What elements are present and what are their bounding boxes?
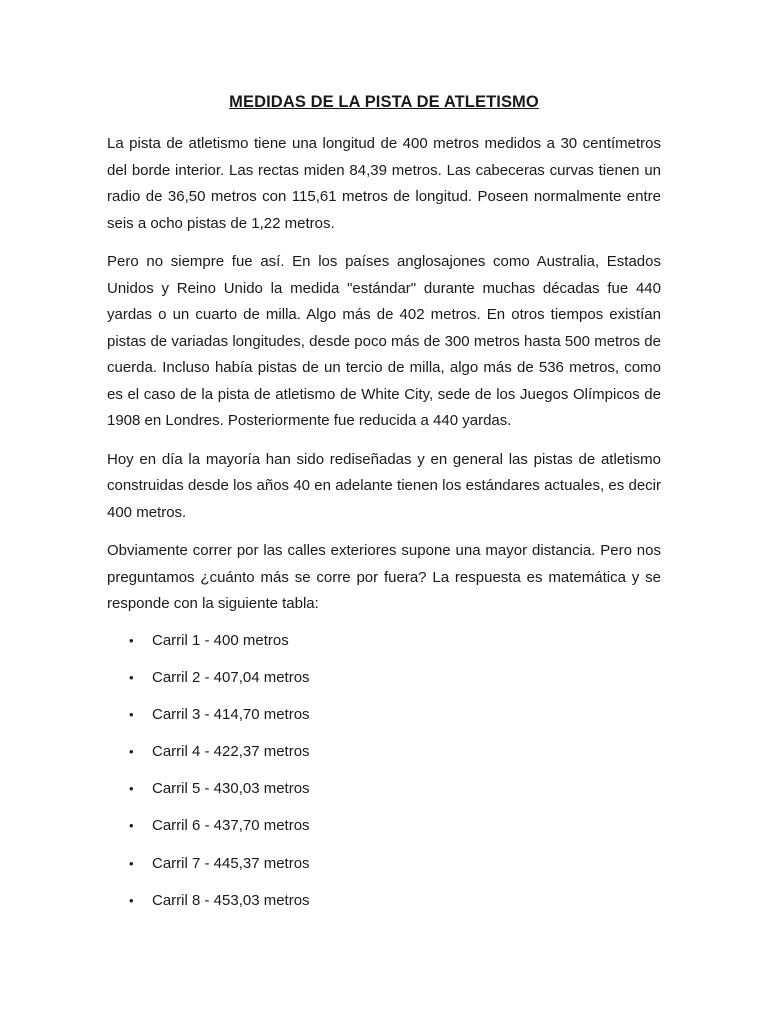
lane-text: Carril 8 - 453,03 metros: [152, 891, 310, 909]
list-item-lane-1: [107, 631, 661, 651]
bullet-icon: •: [129, 892, 134, 908]
bullet-icon: •: [129, 744, 134, 760]
bullet-icon: •: [129, 781, 134, 797]
paragraph-today: Hoy en día la mayoría han sido rediseñadas y en general las pistas de atletismo construidas desde los años 40 en adelante tienen los estándares actuales, es decir 400 metros.: [107, 450, 661, 521]
paragraph-intro: La pista de atletismo tiene una longitud de 400 metros medidos a 30 centímetros del borde interior. Las rectas miden 84,39 metros. Las cabeceras curvas tienen un radio de 36,50 metros con 115,61 metros de longitud. Poseen normalmente entre seis a ocho pistas de 1,22 metros.: [107, 135, 661, 232]
list-item-lane-8: [107, 891, 661, 911]
lane-text: Carril 5 - 430,03 metros: [152, 780, 310, 798]
document-title: MEDIDAS DE LA PISTA DE ATLETISMO: [229, 93, 539, 111]
lane-text: Carril 7 - 445,37 metros: [152, 854, 310, 872]
bullet-icon: •: [129, 855, 134, 871]
lane-text: Carril 2 - 407,04 metros: [152, 668, 310, 686]
bullet-icon: •: [129, 669, 134, 685]
list-item-lane-5: [107, 779, 661, 799]
lane-text: Carril 3 - 414,70 metros: [152, 705, 310, 723]
list-item-lane-3: [107, 705, 661, 725]
bullet-icon: •: [129, 706, 134, 722]
paragraph-history: Pero no siempre fue así. En los países anglosajones como Australia, Estados Unidos y Reino Unido la medida "estándar" durante muchas décadas fue 440 yardas o un cuarto de milla. Algo más de 402 metros. En otros tiempos existían pistas de variadas longitudes, desde poco más de 300 metros hasta 500 metros de cuerda. Incluso había pistas de un tercio de milla, algo más de 536 metros, como es el caso de la pista de atletismo de White City, sede de los Juegos Olímpicos de 1908 en Londres. Posteriormente fue reducida a 440 yardas.: [107, 253, 661, 429]
document-page: [107, 92, 661, 928]
paragraph-question: Obviamente correr por las calles exteriores supone una mayor distancia. Pero nos preguntamos ¿cuánto más se corre por fuera? La respuesta es matemática y se responde con la siguiente tabla:: [107, 542, 661, 612]
bullet-icon: •: [129, 818, 134, 834]
list-item-lane-6: [107, 816, 661, 836]
lane-text: Carril 1 - 400 metros: [152, 631, 289, 649]
list-item-lane-2: [107, 668, 661, 688]
lane-text: Carril 6 - 437,70 metros: [152, 817, 310, 835]
list-item-lane-4: [107, 742, 661, 762]
lanes-list: [107, 631, 661, 911]
lane-text: Carril 4 - 422,37 metros: [152, 743, 310, 761]
list-item-lane-7: [107, 854, 661, 874]
bullet-icon: •: [129, 632, 134, 648]
